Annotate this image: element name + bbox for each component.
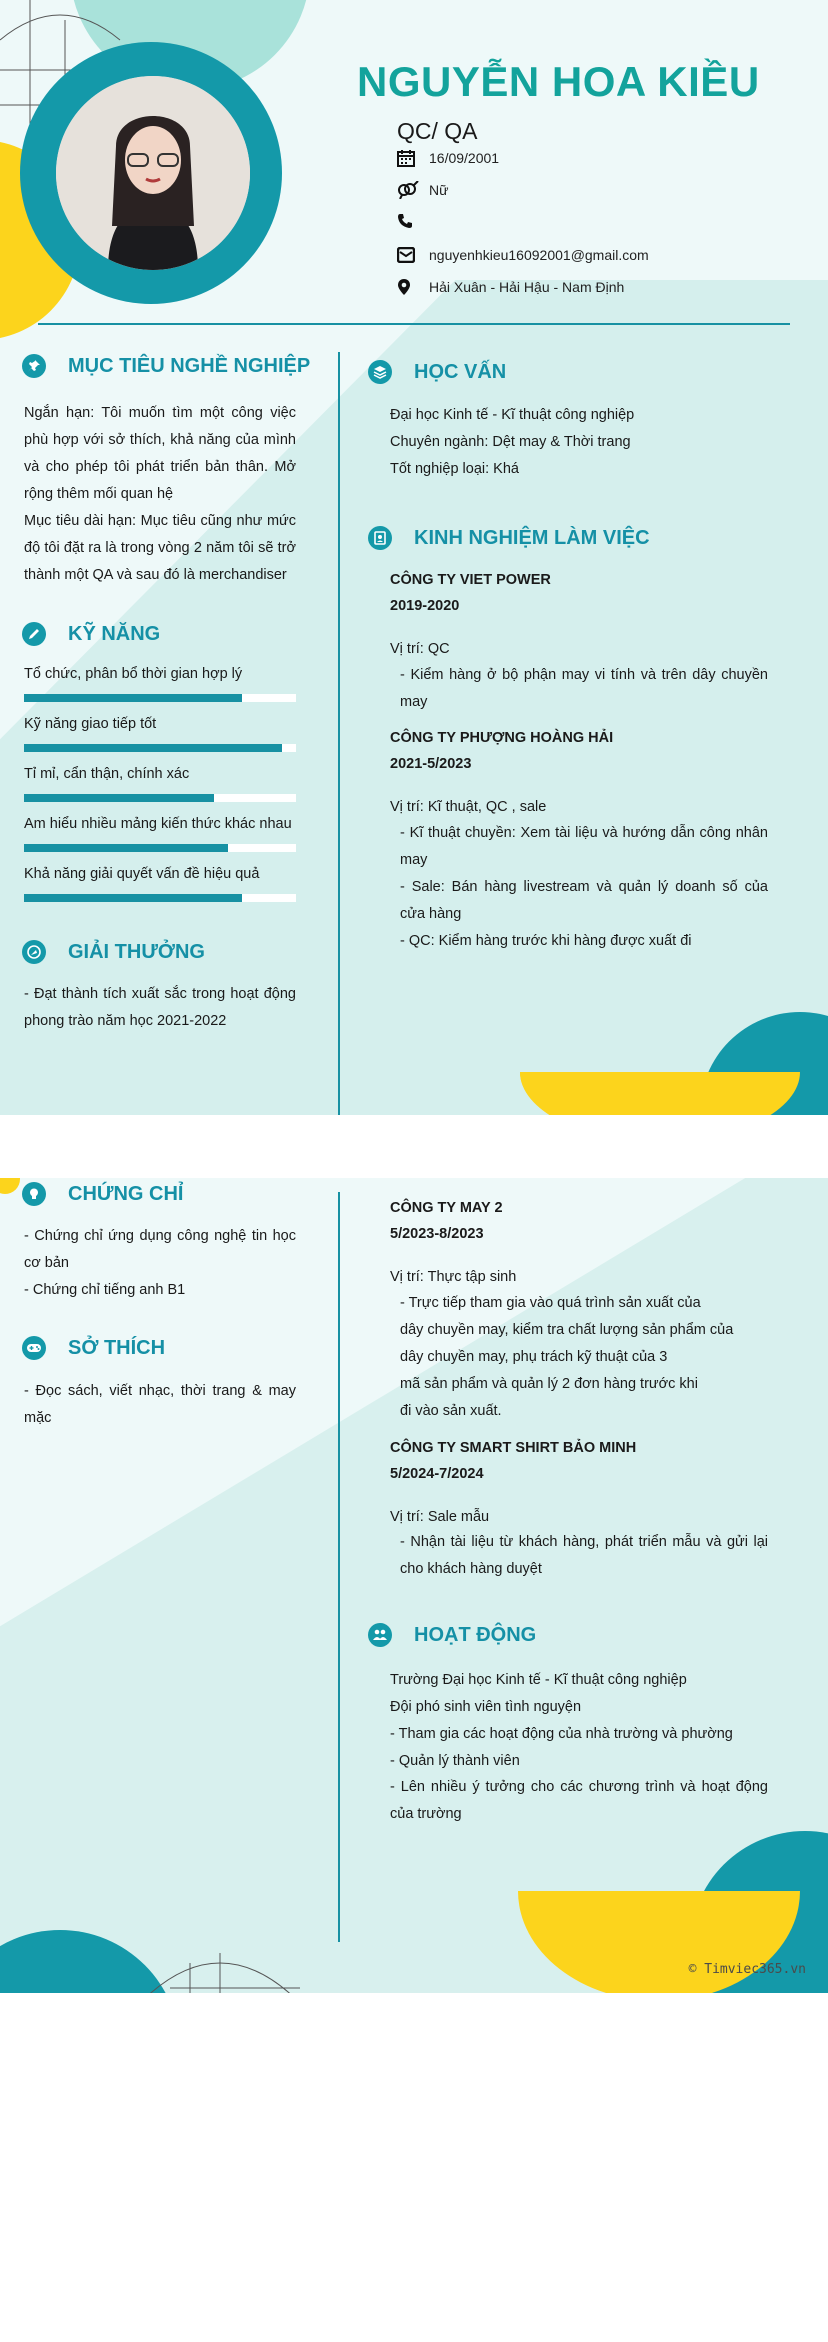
objective-heading: [22, 354, 310, 378]
activity-line: - Quản lý thành viên: [390, 1753, 520, 1769]
certificates-heading: [22, 1182, 183, 1206]
certificate-line: - Chứng chỉ tiếng anh B1: [24, 1282, 186, 1298]
pin-icon: [22, 354, 46, 378]
skill-bar: [24, 794, 296, 802]
objective-title: MỤC TIÊU NGHỀ NGHIỆP: [68, 354, 311, 377]
education-line: Tốt nghiệp loại: Khá: [390, 461, 519, 477]
job-detail: - Nhận tài liệu từ khách hàng, phát triển mẫu và gửi lại cho khách hàng duyệt: [400, 1534, 768, 1577]
candidate-name: NGUYỄN HOA KIỀU: [357, 58, 760, 105]
education-title: HỌC VẤN: [414, 360, 507, 383]
education-heading: [368, 360, 506, 384]
skill-bar: [24, 844, 296, 852]
pencil-icon: [22, 622, 46, 646]
activities-title: HOẠT ĐỘNG: [414, 1623, 537, 1646]
decor-grid: [130, 1943, 310, 1993]
skill-label: Tổ chức, phân bổ thời gian hợp lý: [24, 666, 243, 682]
skill-bar-fill: [24, 694, 242, 702]
address-row: [397, 278, 624, 296]
email-value[interactable]: nguyenhkieu16092001@gmail.com: [429, 247, 649, 263]
job-company: CÔNG TY VIET POWER: [390, 572, 551, 588]
job-period: 5/2024-7/2024: [390, 1466, 484, 1482]
job-role: Vị trí: Sale mẫu: [390, 1509, 490, 1525]
gender-icon: [397, 181, 419, 199]
watermark: © Timviec365.vn: [688, 1962, 806, 1977]
cv-page-1: [0, 0, 828, 1115]
experience-heading: [368, 526, 650, 550]
hobbies-heading: [22, 1336, 165, 1360]
activity-line: Đội phó sinh viên tình nguyện: [390, 1699, 582, 1715]
skills-heading: [22, 622, 160, 646]
gender-value: Nữ: [429, 182, 449, 198]
skill-label: Kỹ năng giao tiếp tốt: [24, 716, 157, 732]
awards-title: GIẢI THƯỞNG: [68, 940, 205, 963]
calendar-icon: [397, 149, 419, 167]
awards-heading: [22, 940, 205, 964]
skill-bar: [24, 694, 296, 702]
gamepad-icon: [22, 1336, 46, 1360]
decor-yellow-shape: [520, 1072, 800, 1115]
activity-line: Trường Đại học Kinh tế - Kĩ thuật công nghiệp: [390, 1672, 687, 1688]
map-pin-icon: [397, 278, 419, 296]
decor-circle: [0, 1178, 20, 1194]
job-detail: dây chuyền may, kiểm tra chất lượng sản phẩm của: [400, 1322, 734, 1338]
job-company: CÔNG TY PHƯỢNG HOÀNG HẢI: [390, 730, 614, 746]
people-icon: [368, 1623, 392, 1647]
job-company: CÔNG TY MAY 2: [390, 1200, 503, 1216]
job-company: CÔNG TY SMART SHIRT BẢO MINH: [390, 1440, 637, 1456]
activities-heading: [368, 1623, 536, 1647]
address-value: Hải Xuân - Hải Hậu - Nam Định: [429, 279, 625, 295]
gender-row: [397, 181, 448, 199]
job-role: Vị trí: Thực tập sinh: [390, 1269, 517, 1285]
skill-bar-fill: [24, 744, 282, 752]
skill-label: Tỉ mỉ, cẩn thận, chính xác: [24, 766, 190, 782]
job-period: 5/2023-8/2023: [390, 1226, 484, 1242]
cv-page-2: [0, 1178, 828, 1993]
hobbies-title: SỞ THÍCH: [68, 1336, 166, 1359]
skill-bar: [24, 894, 296, 902]
birthday-row: [397, 149, 499, 167]
skill-bar: [24, 744, 296, 752]
activity-line: - Tham gia các hoạt động của nhà trường và phường: [390, 1726, 733, 1742]
avatar: [56, 76, 250, 270]
awards-text: - Đạt thành tích xuất sắc trong hoạt động phong trào năm học 2021-2022: [24, 986, 296, 1029]
lightbulb-icon: [22, 1182, 46, 1206]
book-stack-icon: [368, 360, 392, 384]
birthday-value: 16/09/2001: [429, 150, 500, 166]
skill-bar-fill: [24, 894, 242, 902]
phone-icon: [397, 212, 419, 230]
column-divider: [338, 352, 340, 1115]
email-row: [397, 246, 649, 264]
job-detail: dây chuyền may, phụ trách kỹ thuật của 3: [400, 1349, 668, 1365]
education-line: Đại học Kinh tế - Kĩ thuật công nghiệp: [390, 407, 635, 423]
education-line: Chuyên ngành: Dệt may & Thời trang: [390, 434, 631, 450]
job-detail: mã sản phẩm và quản lý 2 đơn hàng trước khi: [400, 1376, 698, 1392]
id-badge-icon: [368, 526, 392, 550]
skill-label: Khả năng giải quyết vấn đề hiệu quả: [24, 866, 260, 882]
job-role: Vị trí: Kĩ thuật, QC , sale: [390, 799, 547, 815]
award-icon: [22, 940, 46, 964]
header-divider: [38, 323, 790, 325]
skill-label: Am hiểu nhiều mảng kiến thức khác nhau: [24, 816, 292, 832]
hobbies-text: - Đọc sách, viết nhạc, thời trang & may mặc: [24, 1383, 296, 1426]
column-divider: [338, 1192, 340, 1942]
job-detail: đi vào sản xuất.: [400, 1403, 502, 1419]
mail-icon: [397, 246, 419, 264]
job-detail: - Kiểm hàng ở bộ phận may vi tính và trên dây chuyền may: [400, 667, 768, 710]
objective-text: Ngắn hạn: Tôi muốn tìm một công việc phù hợp với sở thích, khả năng của mình và cho phép tôi phát triển bản thân. Mở rộng thêm mối quan hệ Mục tiêu dài hạn: Mục tiêu cũng như mức độ tôi đặt ra là trong vòng 2 năm tôi sẽ trở thành một QA và sau đó là merchandiser: [24, 405, 296, 583]
job-period: 2019-2020: [390, 598, 460, 614]
certificates-title: CHỨNG CHỈ: [68, 1182, 184, 1205]
certificate-line: - Chứng chỉ ứng dụng công nghệ tin học cơ bản: [24, 1228, 296, 1271]
job-detail: - Trực tiếp tham gia vào quá trình sản xuất của: [400, 1295, 701, 1311]
activity-line: - Lên nhiều ý tưởng cho các chương trình và hoạt động của trường: [390, 1779, 768, 1822]
job-detail: - Kĩ thuật chuyền: Xem tài liệu và hướng dẫn công nhân may: [400, 825, 768, 868]
skill-bar-fill: [24, 794, 214, 802]
phone-row: [397, 212, 429, 230]
job-detail: - QC: Kiểm hàng trước khi hàng được xuất đi: [400, 933, 692, 949]
skills-title: KỸ NĂNG: [68, 622, 161, 645]
skill-bar-fill: [24, 844, 228, 852]
candidate-position: QC/ QA: [397, 118, 478, 144]
job-role: Vị trí: QC: [390, 641, 450, 657]
job-period: 2021-5/2023: [390, 756, 472, 772]
experience-title: KINH NGHIỆM LÀM VIỆC: [414, 526, 650, 549]
job-detail: - Sale: Bán hàng livestream và quản lý doanh số của cửa hàng: [400, 879, 768, 922]
